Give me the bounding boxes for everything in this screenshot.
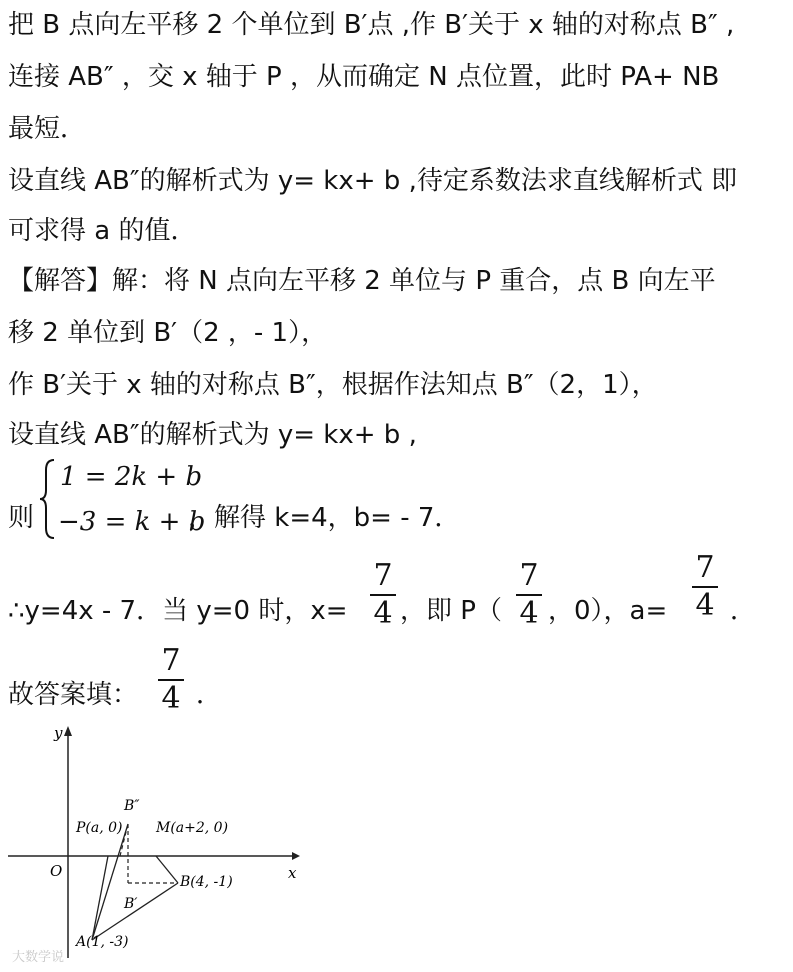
text-line-12-b: ． (196, 680, 223, 710)
equation-2: −3 = k + b (58, 507, 206, 537)
fraction-x (370, 560, 396, 629)
fraction-denominator: 4 (519, 595, 539, 631)
text-line-5: 可求得 a 的值． (8, 216, 197, 246)
text-line-3: 最短． (8, 114, 87, 144)
text-line-11-d: ． (730, 596, 757, 626)
label-M: M(a+2, 0) (156, 820, 229, 836)
label-P: P(a, 0) (76, 820, 123, 836)
label-A: A(1, -3) (76, 934, 129, 950)
equation-1: 1 = 2k + b (60, 462, 203, 492)
text-line-6: 【解答】解：将 N 点向左平移 2 单位与 P 重合，点 B 向左平 (8, 266, 716, 296)
fraction-denominator: 4 (695, 587, 715, 623)
label-B: B(4, -1) (180, 874, 233, 890)
segment-AB2 (92, 824, 128, 940)
fraction-numerator: 7 (161, 643, 181, 678)
x-axis-label: x (288, 864, 297, 882)
text-line-12-a: 故答案填： (8, 680, 139, 710)
fraction-a (692, 552, 718, 621)
text-line-4: 设直线 AB″的解析式为 y= kx+ b ,待定系数法求直线解析式 即 (8, 166, 738, 196)
text-line-11-c: ，0），a= (548, 596, 668, 626)
y-axis-arrow (64, 726, 72, 736)
then-label: 则 (8, 503, 35, 533)
segment-MB (156, 856, 178, 883)
equation-brace (38, 458, 58, 540)
watermark-text: 大数学说 (12, 950, 65, 965)
fraction-denominator: 4 (373, 595, 393, 631)
text-line-8: 作 B′关于 x 轴的对称点 B″，根据作法知点 B″（2，1）， (8, 370, 658, 400)
label-B2: B″ (124, 798, 140, 814)
fraction-numerator: 7 (695, 550, 715, 585)
text-line-2: 连接 AB″ ，交 x 轴于 P ，从而确定 N 点位置，此时 PA+ NB (8, 62, 720, 92)
y-axis-label: y (54, 724, 63, 742)
origin-label: O (50, 862, 63, 880)
text-line-7: 移 2 单位到 B′（2 ，- 1）， (8, 318, 328, 348)
watermark (12, 946, 64, 965)
fraction-denominator: 4 (161, 680, 181, 716)
fraction-answer (158, 645, 184, 714)
text-line-11-a: ∴y=4x - 7．当 y=0 时，x= (8, 596, 348, 626)
fraction-p (516, 560, 542, 629)
label-B1: B′ (124, 896, 138, 912)
fraction-numerator: 7 (373, 558, 393, 593)
text-line-10: ，解得 k=4，b= - 7． (188, 503, 461, 533)
text-line-1: 把 B 点向左平移 2 个单位到 B′点 ,作 B′关于 x 轴的对称点 B″ , (8, 10, 735, 40)
x-axis-arrow (292, 852, 300, 860)
text-line-11-b: ，即 P（ (400, 596, 502, 626)
coordinate-figure (0, 722, 310, 962)
text-line-9: 设直线 AB″的解析式为 y= kx+ b , (8, 420, 417, 450)
fraction-numerator: 7 (519, 558, 539, 593)
